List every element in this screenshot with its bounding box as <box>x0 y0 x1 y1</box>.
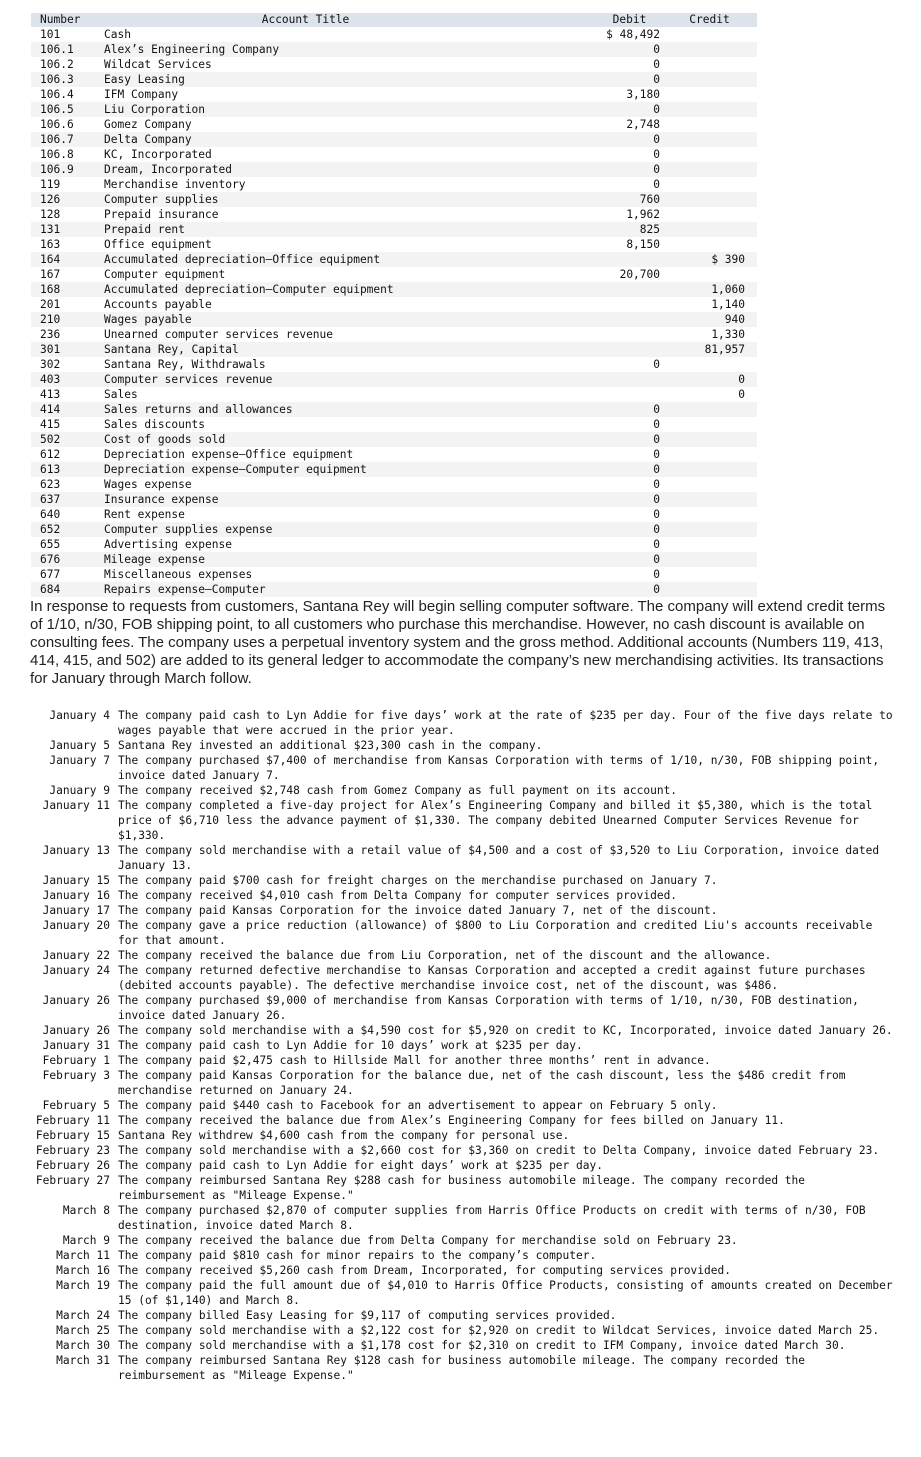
account-title: Repairs expense—Computer <box>104 582 597 597</box>
transaction-text: The company paid $2,475 cash to Hillside Mall for another three months’ rent in advance. <box>118 1054 711 1067</box>
table-row <box>31 432 757 447</box>
table-row <box>31 552 757 567</box>
account-number: 106.5 <box>31 102 104 117</box>
transaction-date: February 11 <box>35 1114 110 1127</box>
transaction-text: The company returned defective merchandise to Kansas Corporation and accepted a credit against future purchases (debited accounts payable). The defective merchandise invoice cost, net of the discount, was $486. <box>118 964 866 992</box>
table-row <box>31 252 757 267</box>
transaction-date: January 11 <box>42 799 110 812</box>
transaction-date: March 16 <box>56 1264 110 1277</box>
transaction-row <box>0 708 921 738</box>
transaction-date: January 17 <box>42 904 110 917</box>
account-number: 106.8 <box>40 148 74 161</box>
credit-amount <box>662 42 757 57</box>
debit-amount: 0 <box>653 448 660 461</box>
credit-amount <box>662 102 757 117</box>
account-title: Cash <box>104 28 131 41</box>
table-row <box>31 132 757 147</box>
transaction-date: February 3 <box>42 1069 110 1082</box>
transaction-row <box>0 1323 921 1338</box>
account-number: 210 <box>31 312 104 327</box>
debit-amount: 0 <box>597 522 662 537</box>
table-row <box>31 582 757 597</box>
transaction-text: The company sold merchandise with a retail value of $4,500 and a cost of $3,520 to Liu Corporation, invoice dated January 13. <box>118 844 880 872</box>
debit-amount: 2,748 <box>626 118 660 131</box>
transaction-date: February 23 <box>35 1144 110 1157</box>
account-number: 106.2 <box>40 58 74 71</box>
account-number: 106.7 <box>31 132 104 147</box>
account-number: 415 <box>40 418 61 431</box>
header-account-title: Account Title <box>104 13 597 27</box>
account-number: 167 <box>40 268 61 281</box>
debit-amount: 20,700 <box>619 268 660 281</box>
transaction-text: The company sold merchandise with a $2,122 cost for $2,920 on credit to Wildcat Services, invoice dated March 25. <box>118 1324 880 1337</box>
transaction-text: The company received $4,010 cash from Delta Company for computer services provided. <box>118 889 678 902</box>
debit-amount: 0 <box>597 132 662 147</box>
account-title: Accumulated depreciation—Computer equipment <box>104 282 597 297</box>
account-title: Sales returns and allowances <box>104 402 597 417</box>
account-title: Accumulated depreciation—Office equipment <box>104 252 597 267</box>
debit-amount: 825 <box>597 222 662 237</box>
credit-amount <box>662 27 757 42</box>
account-number: 302 <box>40 358 61 371</box>
transaction-row <box>0 843 921 873</box>
account-title: Accounts payable <box>104 298 212 311</box>
transaction-date: February 1 <box>42 1054 110 1067</box>
transaction-date: March 9 <box>62 1234 110 1247</box>
transaction-text: The company received $5,260 cash from Dream, Incorporated, for computing services provided. <box>118 1264 731 1277</box>
transaction-row <box>0 1038 921 1053</box>
table-row <box>31 387 757 402</box>
credit-amount <box>662 177 757 192</box>
account-number: 131 <box>31 222 104 237</box>
transaction-row <box>0 1128 921 1143</box>
account-title: Wildcat Services <box>104 58 212 71</box>
account-title: Wages expense <box>104 478 192 491</box>
table-row <box>31 312 757 327</box>
transaction-date: January 9 <box>49 784 110 797</box>
table-row <box>31 522 757 537</box>
account-title: Alex’s Engineering Company <box>104 42 597 57</box>
account-number: 106.9 <box>31 162 104 177</box>
account-title: Computer supplies expense <box>104 522 597 537</box>
debit-amount: 0 <box>653 358 660 371</box>
table-row <box>31 222 757 237</box>
account-title: Miscellaneous expenses <box>104 568 253 581</box>
debit-amount: 0 <box>653 58 660 71</box>
debit-amount: 0 <box>597 42 662 57</box>
table-row <box>31 342 757 357</box>
transaction-text: The company paid $700 cash for freight charges on the merchandise purchased on January 7. <box>118 874 718 887</box>
header-debit: Debit <box>597 13 662 27</box>
transaction-date: January 4 <box>49 709 110 722</box>
transaction-row <box>0 1113 921 1128</box>
transaction-date: January 20 <box>42 919 110 932</box>
transaction-text: The company paid cash to Lyn Addie for eight days’ work at $235 per day. <box>118 1159 603 1172</box>
transaction-text: The company paid cash to Lyn Addie for 10 days’ work at $235 per day. <box>118 1039 583 1052</box>
transaction-row <box>0 738 921 753</box>
table-row <box>31 237 757 252</box>
debit-amount: 0 <box>653 508 660 521</box>
debit-amount <box>597 372 662 387</box>
transaction-text: The company paid Kansas Corporation for the balance due, net of the cash discount, less the $486 credit from merchandise returned on January 24. <box>118 1069 846 1097</box>
transaction-text: Santana Rey invested an additional $23,300 cash in the company. <box>118 739 543 752</box>
transaction-row <box>0 1263 921 1278</box>
debit-amount <box>597 327 662 342</box>
account-title: Mileage expense <box>104 552 597 567</box>
credit-amount <box>662 552 757 567</box>
table-row <box>31 267 757 282</box>
transaction-row <box>0 963 921 993</box>
transaction-date: January 7 <box>49 754 110 767</box>
account-title: Computer services revenue <box>104 372 597 387</box>
account-title: Depreciation expense—Computer equipment <box>104 462 597 477</box>
transaction-date: January 22 <box>42 949 110 962</box>
debit-amount: 0 <box>597 162 662 177</box>
account-number: 106.4 <box>40 88 74 101</box>
account-title: Liu Corporation <box>104 102 597 117</box>
transaction-text: The company paid $810 cash for minor repairs to the company’s computer. <box>118 1249 597 1262</box>
transaction-date: March 30 <box>56 1339 110 1352</box>
transaction-date: January 31 <box>42 1039 110 1052</box>
credit-amount <box>662 237 757 252</box>
credit-amount: 81,957 <box>662 342 757 357</box>
account-title: Wages payable <box>104 312 597 327</box>
transaction-date: March 19 <box>56 1279 110 1292</box>
account-number: 684 <box>31 582 104 597</box>
header-number: Number <box>31 13 104 27</box>
credit-amount: 0 <box>662 372 757 387</box>
transaction-row <box>0 888 921 903</box>
transaction-row <box>0 1068 921 1098</box>
table-row <box>31 507 757 522</box>
credit-amount: 1,330 <box>711 328 745 341</box>
account-number: 652 <box>31 522 104 537</box>
debit-amount: 3,180 <box>626 88 660 101</box>
account-number: 637 <box>31 492 104 507</box>
transaction-text: The company purchased $7,400 of merchandise from Kansas Corporation with terms of 1/10, n/30, FOB shipping point, invoice dated January 7. <box>118 754 880 782</box>
credit-amount <box>662 72 757 87</box>
table-row <box>31 447 757 462</box>
table-row <box>31 192 757 207</box>
transaction-date: March 24 <box>56 1309 110 1322</box>
transaction-text: The company paid the full amount due of $4,010 to Harris Office Products, consisting of amounts created on December 15 (of $1,140) and March 8. <box>118 1279 893 1307</box>
debit-amount <box>597 342 662 357</box>
transaction-date: January 15 <box>42 874 110 887</box>
transaction-text: Santana Rey withdrew $4,600 cash from the company for personal use. <box>118 1129 570 1142</box>
credit-amount <box>662 57 757 72</box>
account-number: 613 <box>31 462 104 477</box>
account-number: 201 <box>40 298 61 311</box>
transactions-body <box>0 708 921 1383</box>
account-number: 106.1 <box>31 42 104 57</box>
table-row <box>31 117 757 132</box>
transaction-row <box>0 1143 921 1158</box>
chart-of-accounts-body <box>31 27 757 597</box>
transaction-date: February 27 <box>35 1174 110 1187</box>
transaction-row <box>0 1098 921 1113</box>
transaction-row <box>0 1023 921 1038</box>
chart-of-accounts-table <box>31 13 757 597</box>
debit-amount: 0 <box>597 552 662 567</box>
account-number: 236 <box>40 328 61 341</box>
table-row <box>31 27 757 42</box>
transaction-text: The company reimbursed Santana Rey $128 cash for business automobile mileage. The company recorded the reimbursement as "Mileage Expense." <box>118 1354 806 1382</box>
transaction-row <box>0 903 921 918</box>
account-number: 106.6 <box>40 118 74 131</box>
transaction-date: January 16 <box>42 889 110 902</box>
debit-amount: 0 <box>653 178 660 191</box>
transaction-date: March 31 <box>56 1354 110 1367</box>
credit-amount: 940 <box>662 312 757 327</box>
account-number: 413 <box>40 388 61 401</box>
table-row <box>31 72 757 87</box>
table-row <box>31 327 757 342</box>
account-number: 119 <box>40 178 61 191</box>
transaction-row <box>0 1338 921 1353</box>
credit-amount <box>662 417 757 432</box>
account-title: Advertising expense <box>104 538 232 551</box>
transaction-row <box>0 1278 921 1308</box>
transaction-date: March 8 <box>62 1204 110 1217</box>
account-number: 676 <box>31 552 104 567</box>
credit-amount: 1,060 <box>662 282 757 297</box>
header-credit: Credit <box>662 13 757 27</box>
credit-amount: 1,140 <box>711 298 745 311</box>
credit-amount <box>662 492 757 507</box>
account-title: Unearned computer services revenue <box>104 328 334 341</box>
credit-amount <box>662 267 757 282</box>
transaction-row <box>0 1233 921 1248</box>
debit-amount <box>597 312 662 327</box>
transaction-row <box>0 1248 921 1263</box>
account-title: Depreciation expense—Office equipment <box>104 448 354 461</box>
debit-amount <box>597 252 662 267</box>
credit-amount <box>662 477 757 492</box>
debit-amount: 0 <box>653 148 660 161</box>
debit-amount: 0 <box>597 402 662 417</box>
debit-amount <box>597 282 662 297</box>
credit-amount <box>662 582 757 597</box>
account-number: 164 <box>31 252 104 267</box>
account-title: Santana Rey, Withdrawals <box>104 358 266 371</box>
debit-amount <box>597 297 662 312</box>
transaction-row <box>0 1053 921 1068</box>
credit-amount <box>662 192 757 207</box>
table-row <box>31 162 757 177</box>
credit-amount <box>662 207 757 222</box>
transaction-row <box>0 873 921 888</box>
debit-amount: 1,962 <box>626 208 660 221</box>
transaction-date: February 15 <box>35 1129 110 1142</box>
account-number: 640 <box>40 508 61 521</box>
debit-amount: 0 <box>597 492 662 507</box>
transaction-text: The company gave a price reduction (allowance) of $800 to Liu Corporation and credited Liu's accounts receivable for that amount. <box>118 919 873 947</box>
account-title: Insurance expense <box>104 492 597 507</box>
transaction-text: The company billed Easy Leasing for $9,117 of computing services provided. <box>118 1309 617 1322</box>
account-number: 106.3 <box>31 72 104 87</box>
transaction-row <box>0 993 921 1023</box>
table-row <box>31 402 757 417</box>
transaction-date: March 25 <box>56 1324 110 1337</box>
table-row <box>31 102 757 117</box>
table-header-row <box>31 13 757 27</box>
transaction-row <box>0 1158 921 1173</box>
intro-paragraph: In response to requests from customers, Santana Rey will begin selling computer software. The company will extend credit terms of 1/10, n/30, FOB shipping point, to all customers who purchase this merchandise. However, no cash discount is available on consulting fees. The company uses a perpetual inventory system and the gross method. Additional accounts (Numbers 119, 413, 414, 415, and 502) are added to its general ledger to accommodate the company’s new merchandising activities. Its transactions for January through March follow. <box>30 598 886 687</box>
account-number: 163 <box>40 238 61 251</box>
debit-amount: 0 <box>653 418 660 431</box>
account-number: 168 <box>31 282 104 297</box>
transaction-date: January 26 <box>42 1024 110 1037</box>
transaction-text: The company reimbursed Santana Rey $288 cash for business automobile mileage. The company recorded the reimbursement as "Mileage Expense." <box>118 1174 806 1202</box>
transaction-text: The company paid Kansas Corporation for the invoice dated January 7, net of the discount. <box>118 904 718 917</box>
transaction-text: The company purchased $2,870 of computer supplies from Harris Office Products on credit with terms of n/30, FOB destination, invoice dated March 8. <box>118 1204 866 1232</box>
transaction-date: February 5 <box>42 1099 110 1112</box>
transaction-text: The company paid cash to Lyn Addie for five days’ work at the rate of $235 per day. Four of the five days relate to wages payable that were accrued in the prior year. <box>118 709 893 737</box>
debit-amount: 8,150 <box>626 238 660 251</box>
transaction-row <box>0 918 921 948</box>
account-number: 301 <box>31 342 104 357</box>
account-title: Computer supplies <box>104 192 597 207</box>
table-row <box>31 177 757 192</box>
account-number: 677 <box>40 568 61 581</box>
account-number: 128 <box>40 208 61 221</box>
table-row <box>31 372 757 387</box>
credit-amount <box>662 402 757 417</box>
account-number: 101 <box>40 28 61 41</box>
account-title: Santana Rey, Capital <box>104 342 597 357</box>
transaction-date: January 24 <box>42 964 110 977</box>
table-row <box>31 492 757 507</box>
transaction-row <box>0 798 921 843</box>
debit-amount <box>597 387 662 402</box>
credit-amount <box>662 507 757 522</box>
transaction-row <box>0 1353 921 1383</box>
account-title: Office equipment <box>104 238 212 251</box>
credit-amount <box>662 222 757 237</box>
transaction-text: The company sold merchandise with a $2,660 cost for $3,360 on credit to Delta Company, invoice dated February 23. <box>118 1144 880 1157</box>
account-number: 502 <box>31 432 104 447</box>
account-title: Merchandise inventory <box>104 178 246 191</box>
credit-amount <box>662 117 757 132</box>
table-row <box>31 207 757 222</box>
table-row <box>31 462 757 477</box>
account-title: IFM Company <box>104 88 179 101</box>
table-row <box>31 42 757 57</box>
transaction-text: The company completed a five-day project for Alex’s Engineering Company and billed it $5,380, which is the total price of $6,710 less the advance payment of $1,330. The company debited Unearned Computer Services Revenue for $1,330. <box>118 799 873 842</box>
credit-amount <box>662 147 757 162</box>
debit-amount: 0 <box>597 462 662 477</box>
debit-amount: 0 <box>597 582 662 597</box>
credit-amount <box>662 162 757 177</box>
transaction-row <box>0 783 921 798</box>
table-row <box>31 537 757 552</box>
table-row <box>31 147 757 162</box>
account-title: Rent expense <box>104 508 185 521</box>
table-row <box>31 87 757 102</box>
account-number: 414 <box>31 402 104 417</box>
table-row <box>31 477 757 492</box>
account-title: Computer equipment <box>104 268 226 281</box>
table-row <box>31 567 757 582</box>
transaction-row <box>0 1203 921 1233</box>
debit-amount: 0 <box>653 478 660 491</box>
transaction-text: The company received the balance due from Liu Corporation, net of the discount and the allowance. <box>118 949 772 962</box>
debit-amount: 0 <box>597 102 662 117</box>
table-row <box>31 282 757 297</box>
transaction-date: January 26 <box>42 994 110 1007</box>
credit-amount <box>662 522 757 537</box>
transaction-row <box>0 753 921 783</box>
debit-amount: 0 <box>597 432 662 447</box>
transactions-table <box>0 708 921 1383</box>
account-title: KC, Incorporated <box>104 148 212 161</box>
account-title: Sales <box>104 388 138 401</box>
credit-amount <box>662 447 757 462</box>
debit-amount: 0 <box>653 538 660 551</box>
transaction-row <box>0 948 921 963</box>
account-number: 403 <box>31 372 104 387</box>
debit-amount: 0 <box>653 568 660 581</box>
debit-amount: 0 <box>597 72 662 87</box>
table-row <box>31 417 757 432</box>
transaction-text: The company received $2,748 cash from Gomez Company as full payment on its account. <box>118 784 678 797</box>
credit-amount: 0 <box>738 388 745 401</box>
credit-amount <box>662 567 757 582</box>
table-row <box>31 57 757 72</box>
credit-amount <box>662 87 757 102</box>
credit-amount <box>662 462 757 477</box>
credit-amount: $ 390 <box>662 252 757 267</box>
transaction-text: The company purchased $9,000 of merchandise from Kansas Corporation with terms of 1/10, n/30, FOB destination, invoice dated January 26. <box>118 994 859 1022</box>
account-title: Easy Leasing <box>104 72 597 87</box>
credit-amount <box>662 132 757 147</box>
transaction-text: The company paid $440 cash to Facebook for an advertisement to appear on February 5 only. <box>118 1099 718 1112</box>
debit-amount: $ 48,492 <box>606 28 660 41</box>
table-row <box>31 297 757 312</box>
debit-amount: 760 <box>597 192 662 207</box>
account-title: Sales discounts <box>104 418 206 431</box>
account-title: Delta Company <box>104 132 597 147</box>
credit-amount <box>662 537 757 552</box>
transaction-date: January 13 <box>42 844 110 857</box>
account-title: Dream, Incorporated <box>104 162 597 177</box>
account-number: 655 <box>40 538 61 551</box>
credit-amount <box>662 432 757 447</box>
transaction-text: The company sold merchandise with a $1,178 cost for $2,310 on credit to IFM Company, invoice dated March 30. <box>118 1339 846 1352</box>
transaction-row <box>0 1173 921 1203</box>
account-number: 126 <box>31 192 104 207</box>
transaction-date: February 26 <box>35 1159 110 1172</box>
account-title: Prepaid insurance <box>104 208 219 221</box>
transaction-text: The company received the balance due from Alex’s Engineering Company for fees billed on January 11. <box>118 1114 785 1127</box>
account-title: Prepaid rent <box>104 222 597 237</box>
credit-amount <box>662 357 757 372</box>
account-title: Gomez Company <box>104 118 192 131</box>
transaction-text: The company received the balance due from Delta Company for merchandise sold on February 23. <box>118 1234 738 1247</box>
account-number: 623 <box>40 478 61 491</box>
transaction-date: January 5 <box>49 739 110 752</box>
table-row <box>31 357 757 372</box>
account-number: 612 <box>40 448 61 461</box>
transaction-text: The company sold merchandise with a $4,590 cost for $5,920 on credit to KC, Incorporated, invoice dated January 26. <box>118 1024 893 1037</box>
transaction-row <box>0 1308 921 1323</box>
transaction-date: March 11 <box>56 1249 110 1262</box>
account-title: Cost of goods sold <box>104 432 597 447</box>
